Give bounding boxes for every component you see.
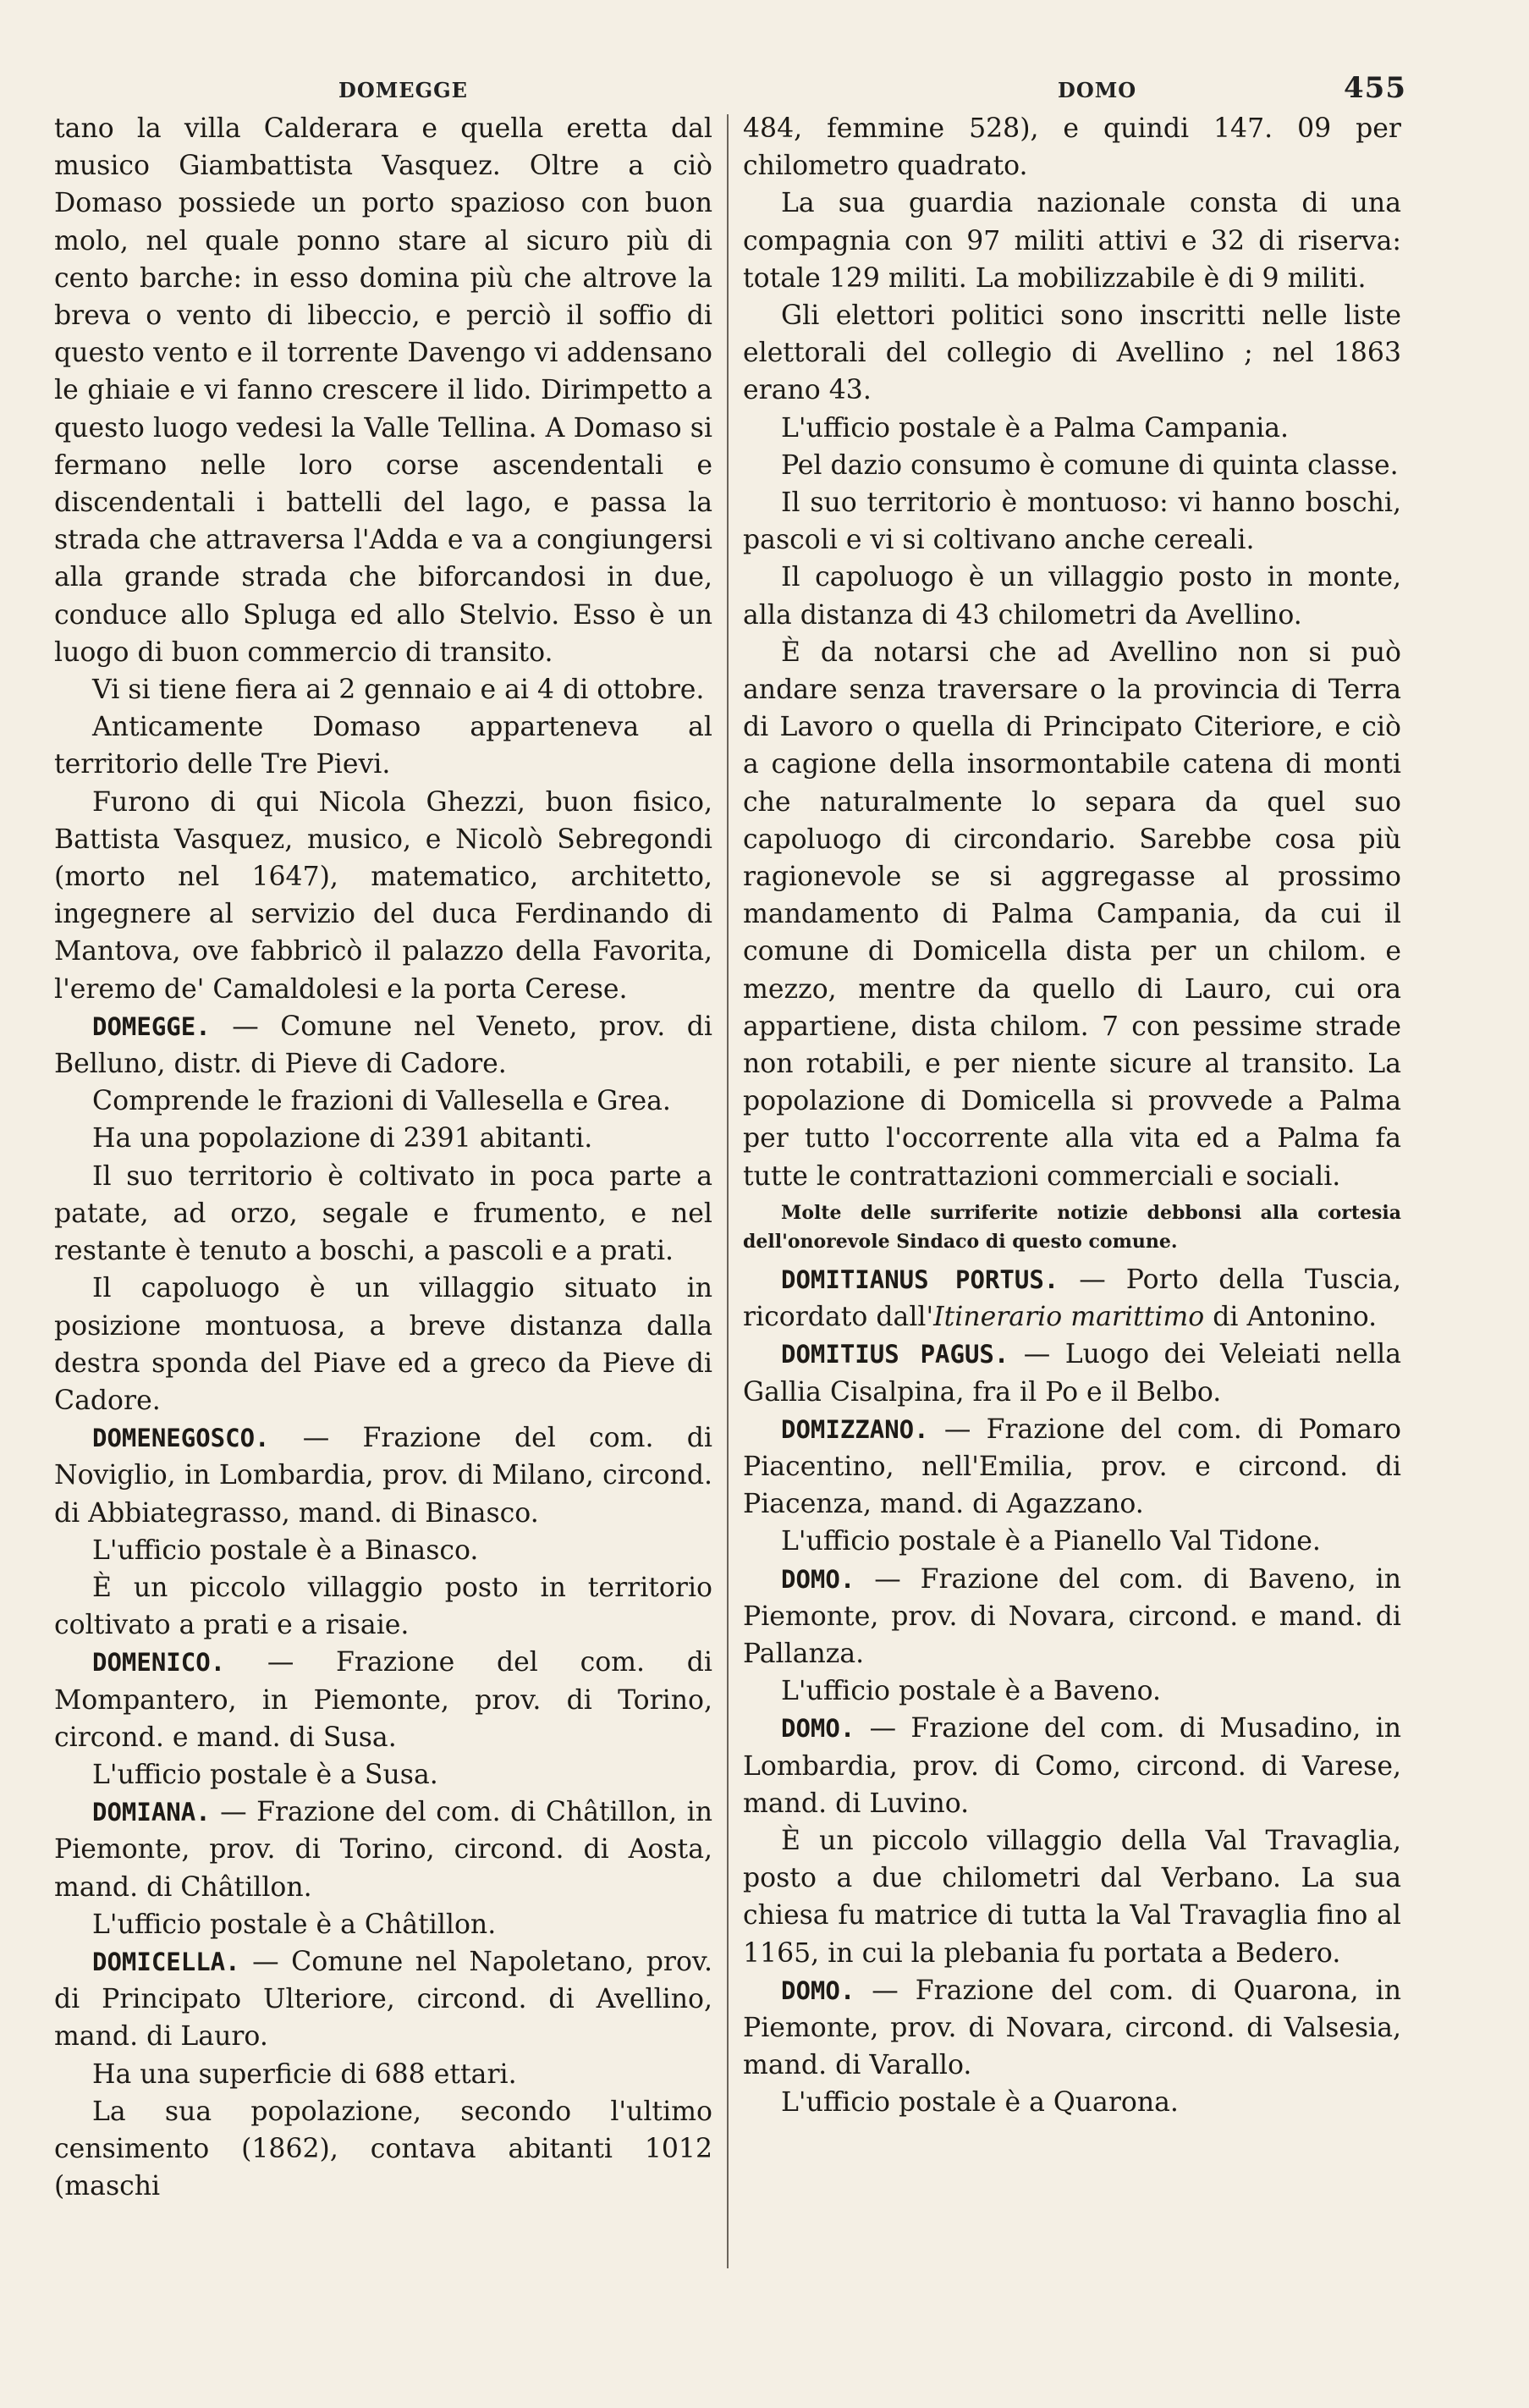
paragraph: La sua guardia nazionale consta di una compagnia con 97 militi attivi e 32 di riserva: totale 129 militi. La mobilizzabile è di 9 militi. (743, 188, 1401, 294)
entry-text: di Antonino. (1204, 1302, 1378, 1333)
dictionary-entry (743, 1261, 1401, 1336)
entry-text: — Comune nel Napoletano, prov. di Principato Ulteriore, circond. di Avellino, mand. di Lauro. (54, 1946, 712, 2053)
paragraph: Il suo territorio è montuoso: vi hanno boschi, pascoli e vi si coltivano anche cereali. (743, 488, 1401, 556)
entry-headword: DOMEGGE. (92, 1011, 211, 1041)
paragraph: Pel dazio consumo è comune di quinta classe. (781, 449, 1399, 481)
paragraph: È un piccolo villaggio posto in territorio coltivato a prati e a risaie. (54, 1572, 712, 1641)
paragraph: L'ufficio postale è a Baveno. (781, 1676, 1161, 1707)
entry-headword: DOMO. (781, 1714, 855, 1744)
paragraph: L'ufficio postale è a Quarona. (781, 2087, 1179, 2119)
paragraph: L'ufficio postale è a Binasco. (92, 1535, 479, 1566)
paragraph: L'ufficio postale è a Châtillon. (92, 1909, 497, 1940)
entry-text: — Frazione del com. di Mompantero, in Piemonte, prov. di Torino, circond. e mand. di Susa. (54, 1647, 712, 1753)
entry-text: — Frazione del com. di Quarona, in Piemonte, prov. di Novara, circond. di Valsesia, mand. di Varallo. (743, 1975, 1401, 2081)
paragraph: Ha una popolazione di 2391 abitanti. (92, 1123, 593, 1154)
paragraph: Anticamente Domaso apparteneva al territorio delle Tre Pievi. (54, 712, 712, 780)
entry-headword: DOMO. (781, 1564, 855, 1594)
entry-headword: DOMITIUS PAGUS. (781, 1340, 1009, 1369)
running-head-left: DOMEGGE (338, 78, 468, 102)
paragraph: Ha una superficie di 688 ettari. (92, 2058, 517, 2090)
entry-headword: DOMITIANUS PORTUS. (781, 1265, 1059, 1294)
entry-italic-title: Itinerario marittimo (933, 1302, 1205, 1333)
paragraph-continued: 484, femmine 528), e quindi 147. 09 per chilometro quadrato. (743, 113, 1401, 182)
paragraph: Furono di qui Nicola Ghezzi, buon fisico, Battista Vasquez, musico, e Nicolò Sebregondi (morto nel 1647), matematico, architetto, ingegnere al servizio del duca Ferdinando di Mantova, ove fabbricò il palazzo della Favorita, l'eremo de' Camaldolesi e la porta Cerese. (54, 786, 712, 1005)
dictionary-entry (743, 1336, 1401, 1410)
entry-headword: DOMICELLA. (92, 1947, 240, 1976)
entry-headword: DOMENICO. (92, 1648, 226, 1678)
dictionary-entry (743, 1972, 1401, 2085)
left-column (54, 110, 712, 2205)
dictionary-entry (54, 1644, 712, 1756)
dictionary-entry (54, 1008, 712, 1083)
dictionary-entry (54, 1943, 712, 2056)
entry-text: — Frazione del com. di Châtillon, in Piemonte, prov. di Torino, circond. di Aosta, mand. di Châtillon. (54, 1797, 712, 1903)
entry-text: — Frazione del com. di Baveno, in Piemonte, prov. di Novara, circond. e mand. di Pallanza. (743, 1563, 1401, 1669)
right-column (743, 110, 1401, 2122)
entry-text: — Porto della Tuscia, ricordato dall' (743, 1264, 1401, 1333)
paragraph-continued: tano la villa Calderara e quella eretta dal musico Giambattista Vasquez. Oltre a ciò Domaso possiede un porto spazioso con buon molo, nel quale ponno stare al sicuro più di cento barche: in esso domina più che altrove la breva o vento di libeccio, e perciò il soffio di questo vento e il torrente Davengo vi addensano le ghiaie e vi fanno crescere il lido. Dirimpetto a questo luogo vedesi la Valle Tellina. A Domaso si fermano nelle loro corse ascendentali e discendentali i battelli del lago, e passa la strada che attraversa l'Adda e va a congiungersi alla grande strada che biforcandosi in due, conduce allo Spluga ed allo Stelvio. Esso è un luogo di buon commercio di transito. (54, 113, 712, 668)
dictionary-entry (743, 1561, 1401, 1673)
paragraph: Il suo territorio è coltivato in poca parte a patate, ad orzo, segale e frumento, e nel restante è tenuto a boschi, a pascoli e a prati. (54, 1160, 712, 1267)
paragraph: Comprende le frazioni di Vallesella e Grea. (92, 1086, 671, 1117)
entry-headword: DOMO. (781, 1975, 855, 2005)
paragraph: L'ufficio postale è a Susa. (92, 1759, 438, 1790)
paragraph: È da notarsi che ad Avellino non si può andare senza traversare o la provincia di Terra di Lavoro o quella di Principato Citeriore, e ciò a cagione della insormontabile catena di monti che naturalmente lo separa da quel suo capoluogo di circondario. Sarebbe cosa più ragionevole se si aggregasse al prossimo mandamento di Palma Campania, da cui il comune di Domicella dista per un chilom. e mezzo, mentre da quello di Lauro, cui ora appartiene, dista chilom. 7 con pessime strade non rotabili, e per niente sicure al transito. La popolazione di Domicella si provvede a Palma per tutto l'occorrente alla vita ed a Palma fa tutte le contrattazioni commerciali e sociali. (743, 636, 1401, 1192)
footnote: Molte delle surriferite notizie debbonsi alla cortesia dell'onorevole Sindaco di questo comune. (743, 1201, 1401, 1253)
paragraph: La sua popolazione, secondo l'ultimo censimento (1862), contava abitanti 1012 (maschi (54, 2096, 712, 2202)
entry-text: — Frazione del com. di Noviglio, in Lombardia, prov. di Milano, circond. di Abbiategrasso, mand. di Binasco. (54, 1423, 712, 1529)
page-number: 455 (1344, 71, 1406, 105)
entry-text: — Luogo dei Veleiati nella Gallia Cisalpina, fra il Po e il Belbo. (743, 1339, 1401, 1408)
entry-headword: DOMENEGOSCO. (92, 1424, 270, 1453)
running-head-right: DOMO (1058, 78, 1137, 102)
dictionary-entry (743, 1411, 1401, 1524)
entry-headword: DOMIANA. (92, 1798, 211, 1827)
paragraph: È un piccolo villaggio della Val Travaglia, posto a due chilometri dal Verbano. La sua chiesa fu matrice di tutta la Val Travaglia fino al 1165, in cui la plebania fu portata a Bedero. (743, 1825, 1401, 1969)
paragraph: Il capoluogo è un villaggio situato in posizione montuosa, a breve distanza dalla destra sponda del Piave ed a greco da Pieve di Cadore. (54, 1273, 712, 1416)
paragraph: Il capoluogo è un villaggio posto in monte, alla distanza di 43 chilometri da Avellino. (743, 562, 1401, 631)
paragraph: L'ufficio postale è a Palma Campania. (781, 412, 1290, 444)
dictionary-entry (54, 1419, 712, 1532)
column-divider (727, 114, 729, 2268)
dictionary-entry (743, 1710, 1401, 1822)
entry-text: — Comune nel Veneto, prov. di Belluno, distr. di Pieve di Cadore. (54, 1011, 712, 1080)
paragraph: Gli elettori politici sono inscritti nelle liste elettorali del collegio di Avellino ; nel 1863 erano 43. (743, 300, 1401, 406)
paragraph: L'ufficio postale è a Pianello Val Tidone. (781, 1526, 1321, 1557)
entry-headword: DOMIZZANO. (781, 1414, 929, 1444)
dictionary-entry (54, 1794, 712, 1906)
entry-text: — Frazione del com. di Musadino, in Lombardia, prov. di Como, circond. di Varese, mand. di Luvino. (743, 1713, 1401, 1819)
paragraph: Vi si tiene fiera ai 2 gennaio e ai 4 di ottobre. (92, 675, 705, 706)
entry-text: — Frazione del com. di Pomaro Piacentino, nell'Emilia, prov. e circond. di Piacenza, mand. di Agazzano. (743, 1413, 1401, 1520)
